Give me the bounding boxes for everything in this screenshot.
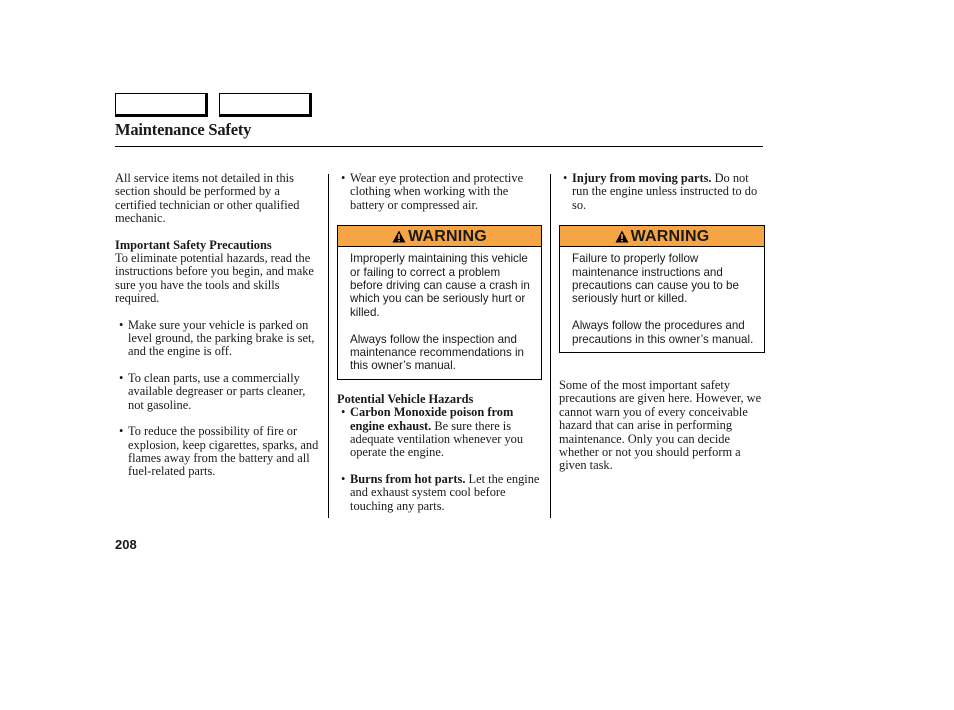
bullet-icon: • bbox=[341, 405, 346, 420]
nav-tab-box-2[interactable] bbox=[219, 93, 312, 117]
hazard-title: Carbon Monoxide poison from engine exhaust. bbox=[350, 405, 514, 433]
column-3 bbox=[559, 172, 765, 473]
warning-triangle-icon bbox=[392, 230, 406, 243]
intro-paragraph: All service items not detailed in this section should be performed by a certified technician or other qualified mechanic. bbox=[115, 171, 300, 226]
column-1 bbox=[115, 172, 323, 479]
warning-triangle-icon bbox=[615, 230, 629, 243]
warning-body bbox=[560, 247, 764, 352]
title-rule bbox=[115, 146, 763, 147]
list-item bbox=[115, 372, 323, 412]
warning-header bbox=[560, 226, 764, 247]
page-number: 208 bbox=[115, 537, 137, 552]
bullet-icon: • bbox=[119, 424, 124, 439]
bullet-icon: • bbox=[119, 317, 124, 332]
bullet-icon: • bbox=[341, 471, 346, 486]
list-item-text: To reduce the possibility of fire or explosion, keep cigarettes, sparks, and flames away from the battery and all fuel-related parts. bbox=[128, 424, 319, 479]
hazard-text: Do not run the engine unless instructed to do so. bbox=[572, 171, 758, 212]
warning-box bbox=[337, 225, 542, 380]
bullet-icon: • bbox=[119, 370, 124, 385]
precautions-paragraph: To eliminate potential hazards, read the instructions before you begin, and make sure you have the tools and skills required. bbox=[115, 251, 314, 306]
warning-text: Improperly maintaining this vehicle or failing to correct a problem before driving can cause a crash in which you can be seriously hurt or killed. bbox=[350, 252, 530, 319]
list-item bbox=[337, 473, 543, 513]
bullet-icon: • bbox=[563, 171, 568, 185]
list-item-text: Wear eye protection and protective clothing when working with the battery or compressed air. bbox=[350, 171, 524, 212]
warning-text: Always follow the procedures and precautions in this owner’s manual. bbox=[572, 319, 754, 346]
list-item bbox=[559, 172, 765, 212]
hazard-title: Burns from hot parts. bbox=[350, 471, 466, 486]
column-divider-1 bbox=[328, 174, 329, 518]
warning-header bbox=[338, 226, 541, 247]
warning-label: WARNING bbox=[408, 227, 487, 245]
hazards-heading: Potential Vehicle Hazards bbox=[337, 391, 474, 406]
list-item-text: To clean parts, use a commercially available degreaser or parts cleaner, not gasoline. bbox=[128, 370, 306, 412]
column-divider-2 bbox=[550, 174, 551, 518]
precautions-heading: Important Safety Precautions bbox=[115, 237, 272, 252]
warning-box bbox=[559, 225, 765, 353]
list-item-text: Make sure your vehicle is parked on level ground, the parking brake is set, and the engine is off. bbox=[128, 317, 315, 359]
closing-paragraph: Some of the most important safety precautions are given here. However, we cannot warn you of every conceivable hazard that can arise in performing maintenance. Only you can decide whether or not you should perform a given task. bbox=[559, 378, 762, 473]
list-item bbox=[337, 172, 543, 212]
bullet-icon: • bbox=[341, 171, 346, 185]
warning-label: WARNING bbox=[630, 227, 710, 245]
warning-body bbox=[338, 247, 541, 379]
column-2 bbox=[337, 172, 543, 513]
list-item bbox=[337, 406, 543, 460]
hazard-title: Injury from moving parts. bbox=[572, 171, 712, 185]
list-item bbox=[115, 425, 323, 479]
hazard-text: Be sure there is adequate ventilation whenever you operate the engine. bbox=[350, 418, 524, 460]
page-title: Maintenance Safety bbox=[115, 120, 252, 139]
warning-text: Failure to properly follow maintenance instructions and precautions can cause you to be seriously hurt or killed. bbox=[572, 252, 739, 306]
nav-tab-box-1[interactable] bbox=[115, 93, 208, 117]
hazard-text: Let the engine and exhaust system cool before touching any parts. bbox=[350, 471, 540, 513]
warning-text: Always follow the inspection and maintenance recommendations in this owner’s manual. bbox=[350, 332, 525, 373]
list-item bbox=[115, 319, 323, 359]
